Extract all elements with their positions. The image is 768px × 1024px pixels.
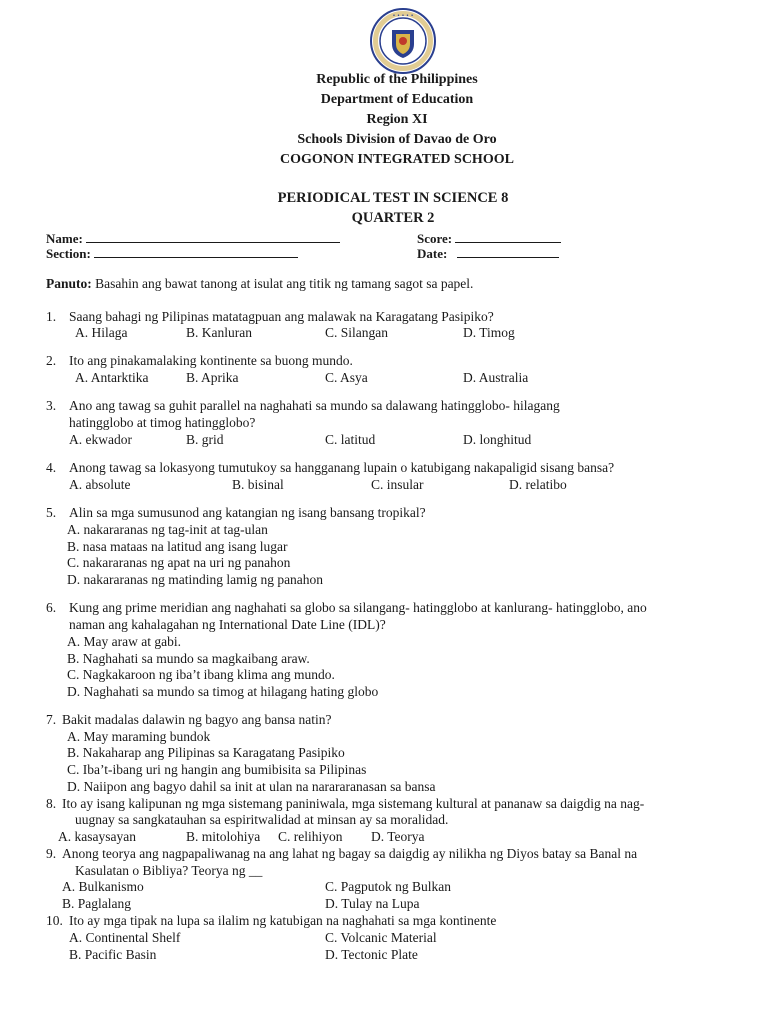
option: C. Silangan: [325, 325, 388, 340]
option: A. nakararanas ng tag-init at tag-ulan: [67, 522, 268, 537]
option: A. Bulkanismo: [62, 879, 144, 894]
option: C. Iba’t-ibang uri ng hangin ang bumibisita sa Pilipinas: [67, 762, 367, 777]
instructions: [46, 276, 473, 292]
question-stem: Ito ay mga tipak na lupa sa ilalim ng katubigan na naghahati sa mga kontinente: [69, 913, 497, 928]
question-stem-cont: hatingglobo at timog hatingglobo?: [69, 415, 256, 430]
header-line: Republic of the Philippines: [316, 72, 478, 87]
instructions-label: Panuto:: [46, 276, 92, 291]
question-number: 1.: [46, 309, 57, 324]
option: C. insular: [371, 477, 424, 492]
question-stem-cont: uugnay sa sangkatauhan sa espiritwalidad at minsan ay sa moralidad.: [75, 812, 449, 827]
header-line: Schools Division of Davao de Oro: [297, 132, 497, 147]
test-title: PERIODICAL TEST IN SCIENCE 8: [277, 190, 509, 206]
option: B. Paglalang: [62, 896, 131, 911]
name-label: Name:: [46, 231, 83, 246]
option: A. ekwador: [69, 432, 132, 447]
option: B. Pacific Basin: [69, 947, 157, 962]
svg-text:• • • • •: • • • • •: [392, 13, 414, 19]
question-stem: Ito ang pinakamalaking kontinente sa buong mundo.: [69, 353, 353, 368]
test-quarter: QUARTER 2: [351, 210, 435, 226]
option: D. Teorya: [371, 829, 425, 844]
date-field: [417, 245, 559, 262]
question-stem: Anong tawag sa lokasyong tumutukoy sa hangganang lupain o katubigang nakapaligid sisang bansa?: [69, 460, 615, 475]
question-stem: Kung ang prime meridian ang naghahati sa globo sa silangang- hatingglobo at kanlurang- hatingglobo, ano: [69, 600, 647, 615]
option: A. May maraming bundok: [67, 729, 211, 744]
option: D. Australia: [463, 370, 529, 385]
deped-seal-logo: [370, 8, 436, 74]
date-blank[interactable]: [457, 245, 559, 258]
question-stem: Saang bahagi ng Pilipinas matatagpuan ang malawak na Karagatang Pasipiko?: [69, 309, 494, 324]
date-label: Date:: [417, 246, 448, 261]
option: B. grid: [186, 432, 224, 447]
school-name: COGONON INTEGRATED SCHOOL: [280, 152, 514, 167]
question-stem: Bakit madalas dalawin ng bagyo ang bansa natin?: [62, 712, 332, 727]
header-line: Department of Education: [320, 92, 474, 107]
question-stem-cont: Kasulatan o Bibliya? Teorya ng __: [75, 863, 263, 878]
question-stem: Anong teorya ang nagpapaliwanag na ang lahat ng bagay sa daigdig ay nilikha ng Diyos batay sa Banal na: [62, 846, 638, 861]
test-title-block: [0, 188, 768, 228]
option: A. kasaysayan: [58, 829, 136, 844]
option: B. Kanluran: [186, 325, 252, 340]
question-stem-cont: naman ang kahalagahan ng International Date Line (IDL)?: [69, 617, 386, 632]
question-number: 10.: [46, 913, 63, 928]
header-line: Region XI: [366, 112, 428, 127]
option: D. Tectonic Plate: [325, 947, 418, 962]
question-number: 9.: [46, 846, 57, 861]
question-stem: Ito ay isang kalipunan ng mga sistemang paniniwala, mga sistemang kultural at pananaw sa daigdig na nag-: [62, 796, 645, 811]
option: B. Naghahati sa mundo sa magkaibang araw.: [67, 651, 310, 666]
option: B. mitolohiya: [186, 829, 261, 844]
school-header: [0, 70, 768, 170]
option: C. relihiyon: [278, 829, 343, 844]
score-blank[interactable]: [455, 230, 561, 243]
instructions-text: Basahin ang bawat tanong at isulat ang titik ng tamang sagot sa papel.: [91, 276, 474, 291]
question-stem: Ano ang tawag sa guhit parallel na naghahati sa mundo sa dalawang hatingglobo- hilagang: [69, 398, 560, 413]
option: A. May araw at gabi.: [67, 634, 181, 649]
option: D. Tulay na Lupa: [325, 896, 420, 911]
question-number: 2.: [46, 353, 57, 368]
question-number: 7.: [46, 712, 57, 727]
option: C. nakararanas ng apat na uri ng panahon: [67, 555, 291, 570]
option: D. Timog: [463, 325, 515, 340]
option: A. absolute: [69, 477, 131, 492]
option: A. Antarktika: [75, 370, 149, 385]
option: B. bisinal: [232, 477, 284, 492]
question-number: 3.: [46, 398, 57, 413]
option: C. latitud: [325, 432, 376, 447]
option: C. Volcanic Material: [325, 930, 437, 945]
name-blank[interactable]: [86, 230, 340, 243]
option: C. Nagkakaroon ng iba’t ibang klima ang mundo.: [67, 667, 335, 682]
option: C. Asya: [325, 370, 368, 385]
question-number: 8.: [46, 796, 57, 811]
question-number: 6.: [46, 600, 57, 615]
option: B. Aprika: [186, 370, 239, 385]
option: A. Hilaga: [75, 325, 128, 340]
question-number: 5.: [46, 505, 57, 520]
section-label: Section:: [46, 246, 91, 261]
option: B. nasa mataas na latitud ang isang lugar: [67, 539, 288, 554]
option: D. relatibo: [509, 477, 567, 492]
option: C. Pagputok ng Bulkan: [325, 879, 452, 894]
question-number: 4.: [46, 460, 57, 475]
section-blank[interactable]: [94, 245, 298, 258]
option: D. Naiipon ang bagyo dahil sa init at ulan na narararanasan sa bansa: [67, 779, 436, 794]
score-label: Score:: [417, 231, 453, 246]
option: A. Continental Shelf: [69, 930, 181, 945]
option: D. nakararanas ng matinding lamig ng panahon: [67, 572, 324, 587]
option: D. Naghahati sa mundo sa timog at hilagang hating globo: [67, 684, 379, 699]
option: B. Nakaharap ang Pilipinas sa Karagatang Pasipiko: [67, 745, 345, 760]
option: D. longhitud: [463, 432, 532, 447]
section-field: [46, 245, 298, 262]
question-stem: Alin sa mga sumusunod ang katangian ng isang bansang tropikal?: [69, 505, 426, 520]
